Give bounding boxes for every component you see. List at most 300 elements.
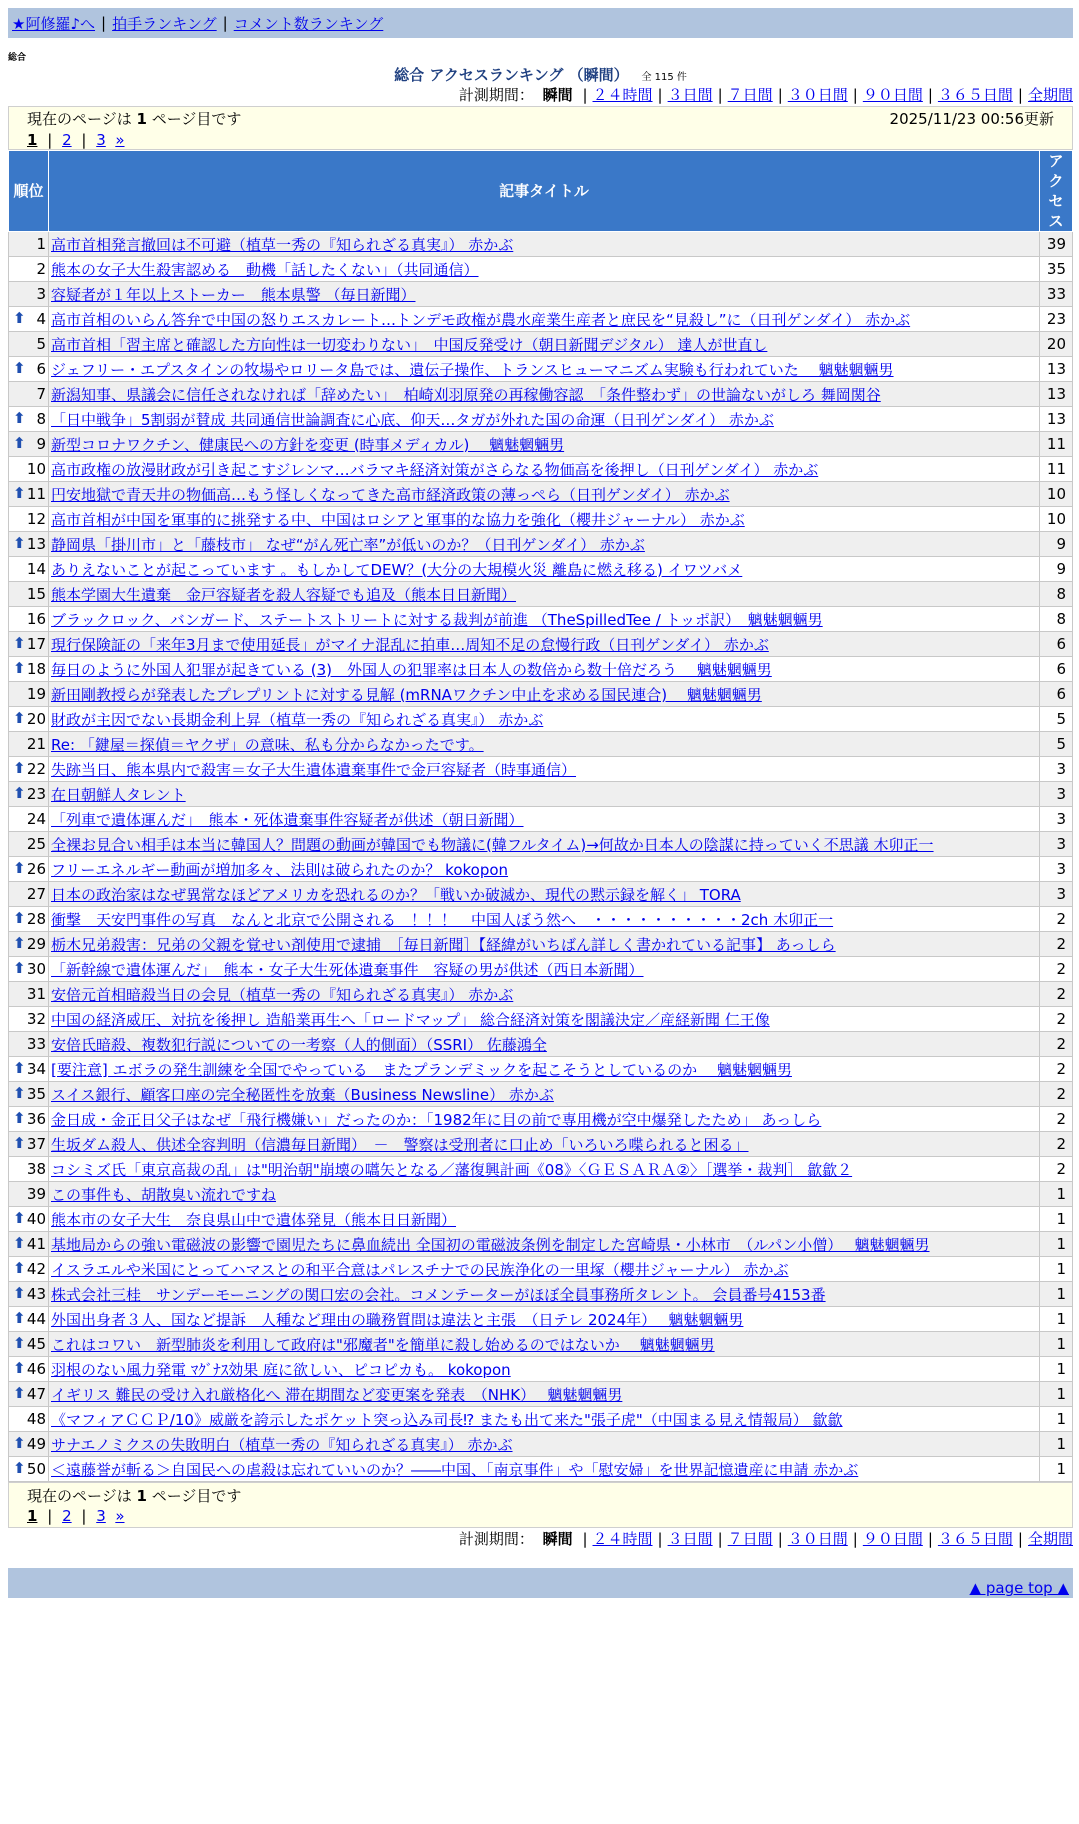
nav-separator: | [101,14,107,32]
rank-number: 29 [26,935,46,953]
access-count: 1 [1040,1332,1073,1357]
page-link-3[interactable]: 3 [96,131,106,149]
rank-number: 22 [26,760,46,778]
access-count: 13 [1040,382,1073,407]
period-separator: | [1017,86,1023,104]
period-separator: | [582,86,588,104]
page-separator: | [81,131,87,149]
rank-up-arrow-icon: ⬆ [13,1059,26,1077]
title-cell [49,807,1040,832]
title-cell [49,1232,1040,1257]
table-row [9,982,1073,1007]
title-cell [49,382,1040,407]
clap-ranking-link[interactable]: 拍手ランキング [112,14,217,33]
article-link[interactable]: 高市首相発言撤回は不可避（植草一秀の『知られざる真実』） 赤かぶ [51,235,514,254]
table-row [9,757,1073,782]
rank-up-arrow-icon: ⬆ [13,1334,26,1352]
next-page-link[interactable]: » [115,131,125,149]
rank-number: 13 [26,535,46,553]
table-row [9,1157,1073,1182]
rank-cell [9,482,49,507]
home-link[interactable]: ★阿修羅♪へ [12,14,96,33]
article-link[interactable]: 静岡県「掛川市」と「藤枝市」 なぜ“がん死亡率”が低いのか？（日刊ゲンダイ） 赤かぶ [51,535,645,554]
current-page-text: 現在のページは 1 ページ目です [27,110,242,128]
article-link[interactable]: スイス銀行、顧客口座の完全秘匿性を放棄（Business Newsline） 赤かぶ [51,1085,554,1104]
title-cell [49,332,1040,357]
table-row [9,657,1073,682]
rank-up-arrow-icon: ⬆ [13,1284,26,1302]
access-count: 1 [1040,1457,1073,1482]
article-link[interactable]: 熊本の女子大生殺害認める 動機「話したくない」（共同通信） [51,260,479,279]
rank-cell [9,1282,49,1307]
period-link[interactable]: ２４時間 [592,86,653,104]
rank-cell [9,532,49,557]
period-label: 計測期間： [458,1530,534,1548]
period-link[interactable]: ３日間 [667,1530,713,1548]
page-wrapper [8,8,1073,1598]
pager-top [8,106,1073,150]
rank-up-arrow-icon: ⬆ [13,484,26,502]
title-cell [49,1457,1040,1482]
rank-up-arrow-icon: ⬆ [13,534,26,552]
access-count: 2 [1040,932,1073,957]
table-row [9,1132,1073,1157]
access-count: 5 [1040,707,1073,732]
access-count: 3 [1040,807,1073,832]
title-cell [49,1357,1040,1382]
rank-number: 15 [26,585,46,603]
rank-number: 34 [26,1060,46,1078]
access-count: 1 [1040,1207,1073,1232]
access-count: 2 [1040,1107,1073,1132]
rank-number: 40 [26,1210,46,1228]
article-link[interactable]: コシミズ氏「東京高裁の乱」は"明治朝"崩壊の嚆矢となる／藩復興計画《08》〈ＧＥＳＡＲＡ②〉［選挙・裁判］ 歙歙２ [51,1160,853,1179]
rank-cell [9,857,49,882]
access-count: 9 [1040,532,1073,557]
rank-number: 12 [26,510,46,528]
page-link-current: 1 [27,131,38,149]
rank-cell [9,1082,49,1107]
title-cell [49,1407,1040,1432]
rank-cell [9,457,49,482]
rank-number: 49 [26,1435,46,1453]
article-link[interactable]: 熊本市の女子大生 奈良県山中で遺体発見（熊本日日新聞） [51,1210,457,1229]
table-row [9,1207,1073,1232]
rank-cell [9,257,49,282]
comment-ranking-link[interactable]: コメント数ランキング [233,14,384,33]
page-separator: | [47,131,53,149]
nav-separator: | [222,14,228,32]
rank-cell [9,807,49,832]
article-link[interactable]: 在日朝鮮人タレント [51,785,186,804]
rank-number: 37 [26,1135,46,1153]
title-cell [49,732,1040,757]
rank-cell [9,607,49,632]
rank-number: 18 [26,660,46,678]
title-cell [49,307,1040,332]
article-link[interactable]: 栃木兄弟殺害：兄弟の父親を覚せい剤使用で逮捕 ［毎日新聞］【経緯がいちばん詳しく書かれている記事】 あっしら [51,935,836,954]
table-row [9,1232,1073,1257]
title-cell [49,882,1040,907]
table-row [9,1257,1073,1282]
rank-cell [9,682,49,707]
period-current: 瞬間 [542,1530,573,1548]
table-row [9,432,1073,457]
total-count: 全 115 件 [641,72,687,83]
rank-cell [9,1032,49,1057]
period-current: 瞬間 [542,86,573,104]
page-links [27,131,1054,149]
table-row [9,232,1073,257]
current-page-text: 現在のページは 1 ページ目です [27,1487,242,1505]
title-cell [49,782,1040,807]
rank-up-arrow-icon: ⬆ [13,1109,26,1127]
access-count: 1 [1040,1382,1073,1407]
title-cell [49,1432,1040,1457]
article-link[interactable]: 衝撃 天安門事件の写真 なんと北京で公開される ！！！ 中国人ぼう然へ ・・・・・・・・・・2ch 木卯正一 [51,910,834,929]
table-row [9,1332,1073,1357]
title-cell [49,1382,1040,1407]
title-cell [49,282,1040,307]
title-cell [49,407,1040,432]
rank-number: 21 [26,735,46,753]
article-link[interactable]: 羽根のない風力発電 ﾏｸﾞﾅｽ効果 庭に欲しい、ピコピカも。 kokopon [51,1360,511,1379]
rank-up-arrow-icon: ⬆ [13,1259,26,1277]
page-link-2[interactable]: 2 [62,131,72,149]
period-link[interactable]: ７日間 [727,1530,773,1548]
period-link[interactable]: ９０日間 [862,1530,923,1548]
period-link[interactable]: 全期間 [1027,86,1073,104]
table-row [9,957,1073,982]
period-link[interactable]: ９０日間 [862,86,923,104]
article-link[interactable]: この事件も、胡散臭い流れですね [51,1185,277,1204]
page-link-2[interactable]: 2 [62,1507,72,1525]
rank-up-arrow-icon: ⬆ [13,1084,26,1102]
article-link[interactable]: 新田剛教授らが発表したプレプリントに対する見解 (mRNAワクチン中止を求める国民連合) 魑魅魍魎男 [51,685,762,704]
access-count: 2 [1040,1082,1073,1107]
title-cell [49,1332,1040,1357]
article-link[interactable]: ジェフリー・エプスタインの牧場やロリータ島では、遺伝子操作、トランスヒューマニズム実験も行われていた 魑魅魍魎男 [51,360,894,379]
rank-up-arrow-icon: ⬆ [13,1209,26,1227]
title-cell [49,907,1040,932]
table-row [9,1107,1073,1132]
title-cell [49,1182,1040,1207]
rank-up-arrow-icon: ⬆ [13,659,26,677]
period-separator: | [777,86,783,104]
title-cell [49,1082,1040,1107]
article-link[interactable]: ありえないことが起こっています 。もしかしてDEW？(大分の大規模火災 離島に燃え移る) イワツバメ [51,560,743,579]
period-separator: | [1017,1530,1023,1548]
title-cell [49,707,1040,732]
period-link[interactable]: ３０日間 [787,1530,848,1548]
rank-cell [9,632,49,657]
rank-cell [9,957,49,982]
rank-number: 28 [26,910,46,928]
period-link[interactable]: ３０日間 [787,86,848,104]
table-row [9,382,1073,407]
access-count: 1 [1040,1182,1073,1207]
title-cell [49,657,1040,682]
article-link[interactable]: 新潟知事、県議会に信任されなければ「辞めたい」 柏崎刈羽原発の再稼働容認 「条件整わず」の世論ないがしろ 舞岡関谷 [51,385,881,404]
article-link[interactable]: 高市首相「習主席と確認した方向性は一切変わりない」 中国反発受け（朝日新聞デジタル） 達人が世直し [51,335,768,354]
rank-number: 5 [36,335,46,353]
rank-up-arrow-icon: ⬆ [13,359,26,377]
title-cell [49,832,1040,857]
rank-number: 1 [36,235,46,253]
article-link[interactable]: 失跡当日、熊本県内で殺害＝女子大生遺体遺棄事件で金戸容疑者（時事通信） [51,760,577,779]
rank-up-arrow-icon: ⬆ [13,634,26,652]
rank-up-arrow-icon: ⬆ [13,909,26,927]
period-label: 計測期間： [458,86,534,104]
access-count: 3 [1040,882,1073,907]
rank-up-arrow-icon: ⬆ [13,709,26,727]
period-separator: | [657,86,663,104]
article-link[interactable]: 「列車で遺体運んだ」 熊本・死体遺棄事件容疑者が供述（朝日新聞） [51,810,524,829]
article-link[interactable]: 現行保険証の「来年3月まで使用延長」がマイナ混乱に拍車…周知不足の怠慢行政（日刊ゲンダイ） 赤かぶ [51,635,769,654]
title-cell [49,857,1040,882]
article-link[interactable]: 外国出身者３人、国など提訴 人種など理由の職務質問は違法と主張 （日テレ 2024年） 魑魅魍魎男 [51,1310,744,1329]
table-row [9,1407,1073,1432]
rank-number: 23 [26,785,46,803]
article-link[interactable]: 高市政権の放漫財政が引き起こすジレンマ…バラマキ経済対策がさらなる物価高を後押し（日刊ゲンダイ） 赤かぶ [51,460,819,479]
title-cell [49,1282,1040,1307]
access-count: 1 [1040,1257,1073,1282]
table-row [9,1307,1073,1332]
rank-cell [9,907,49,932]
rank-number: 26 [26,860,46,878]
rank-number: 17 [26,635,46,653]
rank-number: 50 [26,1460,46,1478]
section-tag: 総合 [8,53,27,63]
page-links [27,1507,1054,1525]
page-link-current: 1 [27,1507,38,1525]
table-row [9,507,1073,532]
article-link[interactable]: 容疑者が１年以上ストーカー 熊本県警 （毎日新聞） [51,285,416,304]
rank-number: 8 [36,410,46,428]
period-link[interactable]: ７日間 [727,86,773,104]
article-link[interactable]: 新型コロナワクチン、健康民への方針を変更 (時事メディカル) 魑魅魍魎男 [51,435,565,454]
article-link[interactable]: 金日成・金正日父子はなぜ「飛行機嫌い」だったのか：「1982年に目の前で専用機が空中爆発したため」 あっしら [51,1110,822,1129]
period-link[interactable]: ３６５日間 [937,1530,1013,1548]
table-row [9,1382,1073,1407]
rank-cell [9,232,49,257]
rank-number: 25 [26,835,46,853]
title-cell [49,1132,1040,1157]
period-separator: | [852,1530,858,1548]
table-row [9,1457,1073,1482]
rank-number: 41 [26,1235,46,1253]
table-row [9,632,1073,657]
period-link[interactable]: ３６５日間 [937,86,1013,104]
article-link[interactable]: 円安地獄で青天井の物価高…もう怪しくなってきた高市経済政策の薄っぺら（日刊ゲンダイ） 赤かぶ [51,485,730,504]
table-row [9,707,1073,732]
article-link[interactable]: [要注意] エボラの発生訓練を全国でやっている またプランデミックを起こそうとしているのか 魑魅魍魎男 [51,1060,792,1079]
article-link[interactable]: 毎日のように外国人犯罪が起きている (3) 外国人の犯罪率は日本人の数倍から数十倍だろう 魑魅魍魎男 [51,660,772,679]
article-link[interactable]: 熊本学園大生遺棄 金戸容疑者を殺人容疑でも追及（熊本日日新聞） [51,585,517,604]
access-count: 9 [1040,557,1073,582]
article-link[interactable]: ＜遠藤誉が斬る＞自国民への虐殺は忘れていいのか？――中国、「南京事件」や「慰安婦」を世界記憶遺産に申請 赤かぶ [51,1460,859,1479]
access-count: 39 [1040,232,1073,257]
rank-cell [9,557,49,582]
rank-up-arrow-icon: ⬆ [13,1234,26,1252]
title-cell [49,507,1040,532]
title-cell [49,632,1040,657]
article-link[interactable]: ブラックロック、バンガード、ステートストリートに対する裁判が前進 （TheSpilledTee / トッポ訳） 魑魅魍魎男 [51,610,823,629]
access-count: 10 [1040,507,1073,532]
page-separator: | [81,1507,87,1525]
article-link[interactable]: 基地局からの強い電磁波の影響で園児たちに鼻血続出 全国初の電磁波条例を制定した宮崎県・小林市 （ルパン小僧） 魑魅魍魎男 [51,1235,930,1254]
rank-up-arrow-icon: ⬆ [13,934,26,952]
top-nav-bar [8,8,1073,38]
period-link[interactable]: ２４時間 [592,1530,653,1548]
table-row [9,1432,1073,1457]
rank-cell [9,507,49,532]
access-count: 2 [1040,907,1073,932]
access-count: 2 [1040,1157,1073,1182]
current-page-number: 1 [136,1487,147,1505]
article-link[interactable]: 「日中戦争」5割弱が賛成 共同通信世論調査に心底、仰天…タガが外れた国の命運（日刊ゲンダイ） 赤かぶ [51,410,774,429]
rank-up-arrow-icon: ⬆ [13,434,26,452]
article-link[interactable]: 高市首相のいらん答弁で中国の怒りエスカレート…トンデモ政権が農水産業生産者と庶民を“見殺し”に（日刊ゲンダイ） 赤かぶ [51,310,911,329]
access-count: 5 [1040,732,1073,757]
article-link[interactable]: 日本の政治家はなぜ異常なほどアメリカを恐れるのか？「戦いか破滅か、現代の黙示録を解く」 TORA [51,885,741,904]
table-row [9,807,1073,832]
rank-number: 10 [26,460,46,478]
ranking-table [8,150,1073,1482]
pager-bottom [8,1482,1073,1528]
rank-cell [9,357,49,382]
table-row [9,1057,1073,1082]
rank-cell [9,982,49,1007]
title-cell [49,557,1040,582]
table-row [9,932,1073,957]
rank-up-arrow-icon: ⬆ [13,1359,26,1377]
rank-cell [9,1182,49,1207]
rank-cell [9,932,49,957]
rank-number: 4 [36,310,46,328]
access-count: 3 [1040,757,1073,782]
rank-number: 7 [36,385,46,403]
article-link[interactable]: 中国の経済威圧、対抗を後押し 造船業再生へ「ロードマップ」 総合経済対策を閣議決定／産経新聞 仁王像 [51,1010,770,1029]
article-link[interactable]: 《マフィアＣＣＰ/10》威厳を誇示したポケット突っ込み司長⁉ またも出て来た"張子虎"（中国まる見え情報局） 歙歙 [51,1410,843,1429]
access-count: 1 [1040,1407,1073,1432]
article-link[interactable]: 安倍元首相暗殺当日の会見（植草一秀の『知られざる真実』） 赤かぶ [51,985,514,1004]
access-count: 2 [1040,957,1073,982]
title-cell [49,232,1040,257]
table-row [9,732,1073,757]
article-link[interactable]: イスラエルや米国にとってハマスとの和平合意はパレスチナでの民族浄化の一里塚（櫻井ジャーナル） 赤かぶ [51,1260,789,1279]
title-cell [49,982,1040,1007]
period-separator: | [927,1530,933,1548]
table-row [9,832,1073,857]
article-link[interactable]: Re: 「鍵屋＝探偵＝ヤクザ」の意味、私も分からなかったです。 [51,735,484,754]
access-count: 3 [1040,832,1073,857]
page-top-link[interactable]: ▲ page top ▲ [969,1579,1069,1597]
rank-cell [9,1332,49,1357]
rank-number: 42 [26,1260,46,1278]
next-page-link[interactable]: » [115,1507,125,1525]
access-count: 2 [1040,1032,1073,1057]
title-cell [49,532,1040,557]
table-row [9,1282,1073,1307]
table-row [9,557,1073,582]
rank-number: 32 [26,1010,46,1028]
rank-number: 14 [26,560,46,578]
article-link[interactable]: 高市首相が中国を軍事的に挑発する中、中国はロシアと軍事的な協力を強化（櫻井ジャーナル） 赤かぶ [51,510,745,529]
article-link[interactable]: サナエノミクスの失敗明白（植草一秀の『知られざる真実』） 赤かぶ [51,1435,513,1454]
rank-number: 30 [26,960,46,978]
article-link[interactable]: イギリス 難民の受け入れ厳格化へ 滞在期間など変更案を発表 （NHK） 魑魅魍魎男 [51,1385,623,1404]
period-separator: | [852,86,858,104]
article-link[interactable]: 株式会社三桂 サンデーモーニングの関口宏の会社。コメンテーターがほぼ全員事務所タレント。 会員番号4153番 [51,1285,826,1304]
current-page-number: 1 [136,110,147,128]
rank-cell [9,1382,49,1407]
table-row [9,907,1073,932]
article-link[interactable]: 全裸お見合い相手は本当に韓国人？問題の動画が韓国でも物議に(韓フルタイム)→何故か日本人の陰謀に持っていく不思議 木卯正一 [51,835,934,854]
rank-cell [9,757,49,782]
table-row [9,682,1073,707]
article-link[interactable]: 財政が主因でない長期金利上昇（植草一秀の『知られざる真実』） 赤かぶ [51,710,544,729]
access-count: 8 [1040,582,1073,607]
col-header-title: 記事タイトル [49,151,1040,232]
table-row [9,357,1073,382]
table-row [9,457,1073,482]
page-link-3[interactable]: 3 [96,1507,106,1525]
title-cell [49,1107,1040,1132]
table-row [9,1357,1073,1382]
rank-cell [9,432,49,457]
ranking-heading [8,64,1073,84]
table-row [9,1182,1073,1207]
table-row [9,1007,1073,1032]
rank-cell [9,1157,49,1182]
table-row [9,482,1073,507]
rank-cell [9,332,49,357]
access-count: 23 [1040,307,1073,332]
access-count: 1 [1040,1232,1073,1257]
table-row [9,257,1073,282]
article-link[interactable]: 生坂ダム殺人、供述全容判明（信濃毎日新聞） － 警察は受刑者に口止め「いろいろ喋られると困る」 [51,1135,749,1154]
article-link[interactable]: 安倍氏暗殺、複数犯行説についての一考察（人的側面）（SSRI） 佐藤鴻全 [51,1035,547,1054]
rank-number: 27 [26,885,46,903]
rank-number: 43 [26,1285,46,1303]
rank-number: 44 [26,1310,46,1328]
period-link[interactable]: 全期間 [1027,1530,1073,1548]
table-row [9,532,1073,557]
title-cell [49,1007,1040,1032]
rank-number: 35 [26,1085,46,1103]
table-row [9,607,1073,632]
table-row [9,282,1073,307]
page-separator: | [47,1507,53,1525]
rank-number: 11 [26,485,46,503]
access-count: 3 [1040,782,1073,807]
rank-cell [9,407,49,432]
rank-up-arrow-icon: ⬆ [13,309,26,327]
period-selector-bottom [8,1528,1073,1550]
rank-number: 2 [36,260,46,278]
article-link[interactable]: フリーエネルギー動画が増加多々、法則は破られたのか？ kokopon [51,860,509,879]
article-link[interactable]: これはコワい 新型肺炎を利用して政府は"邪魔者"を簡単に殺し始めるのではないか 魑魅魍魎男 [51,1335,715,1354]
rank-number: 31 [26,985,46,1003]
table-row [9,857,1073,882]
table-row [9,332,1073,357]
article-link[interactable]: 「新幹線で遺体運んだ」 熊本・女子大生死体遺棄事件 容疑の男が供述（西日本新聞） [51,960,644,979]
rank-number: 3 [36,285,46,303]
rank-number: 36 [26,1110,46,1128]
period-link[interactable]: ３日間 [667,86,713,104]
rank-up-arrow-icon: ⬆ [13,1134,26,1152]
